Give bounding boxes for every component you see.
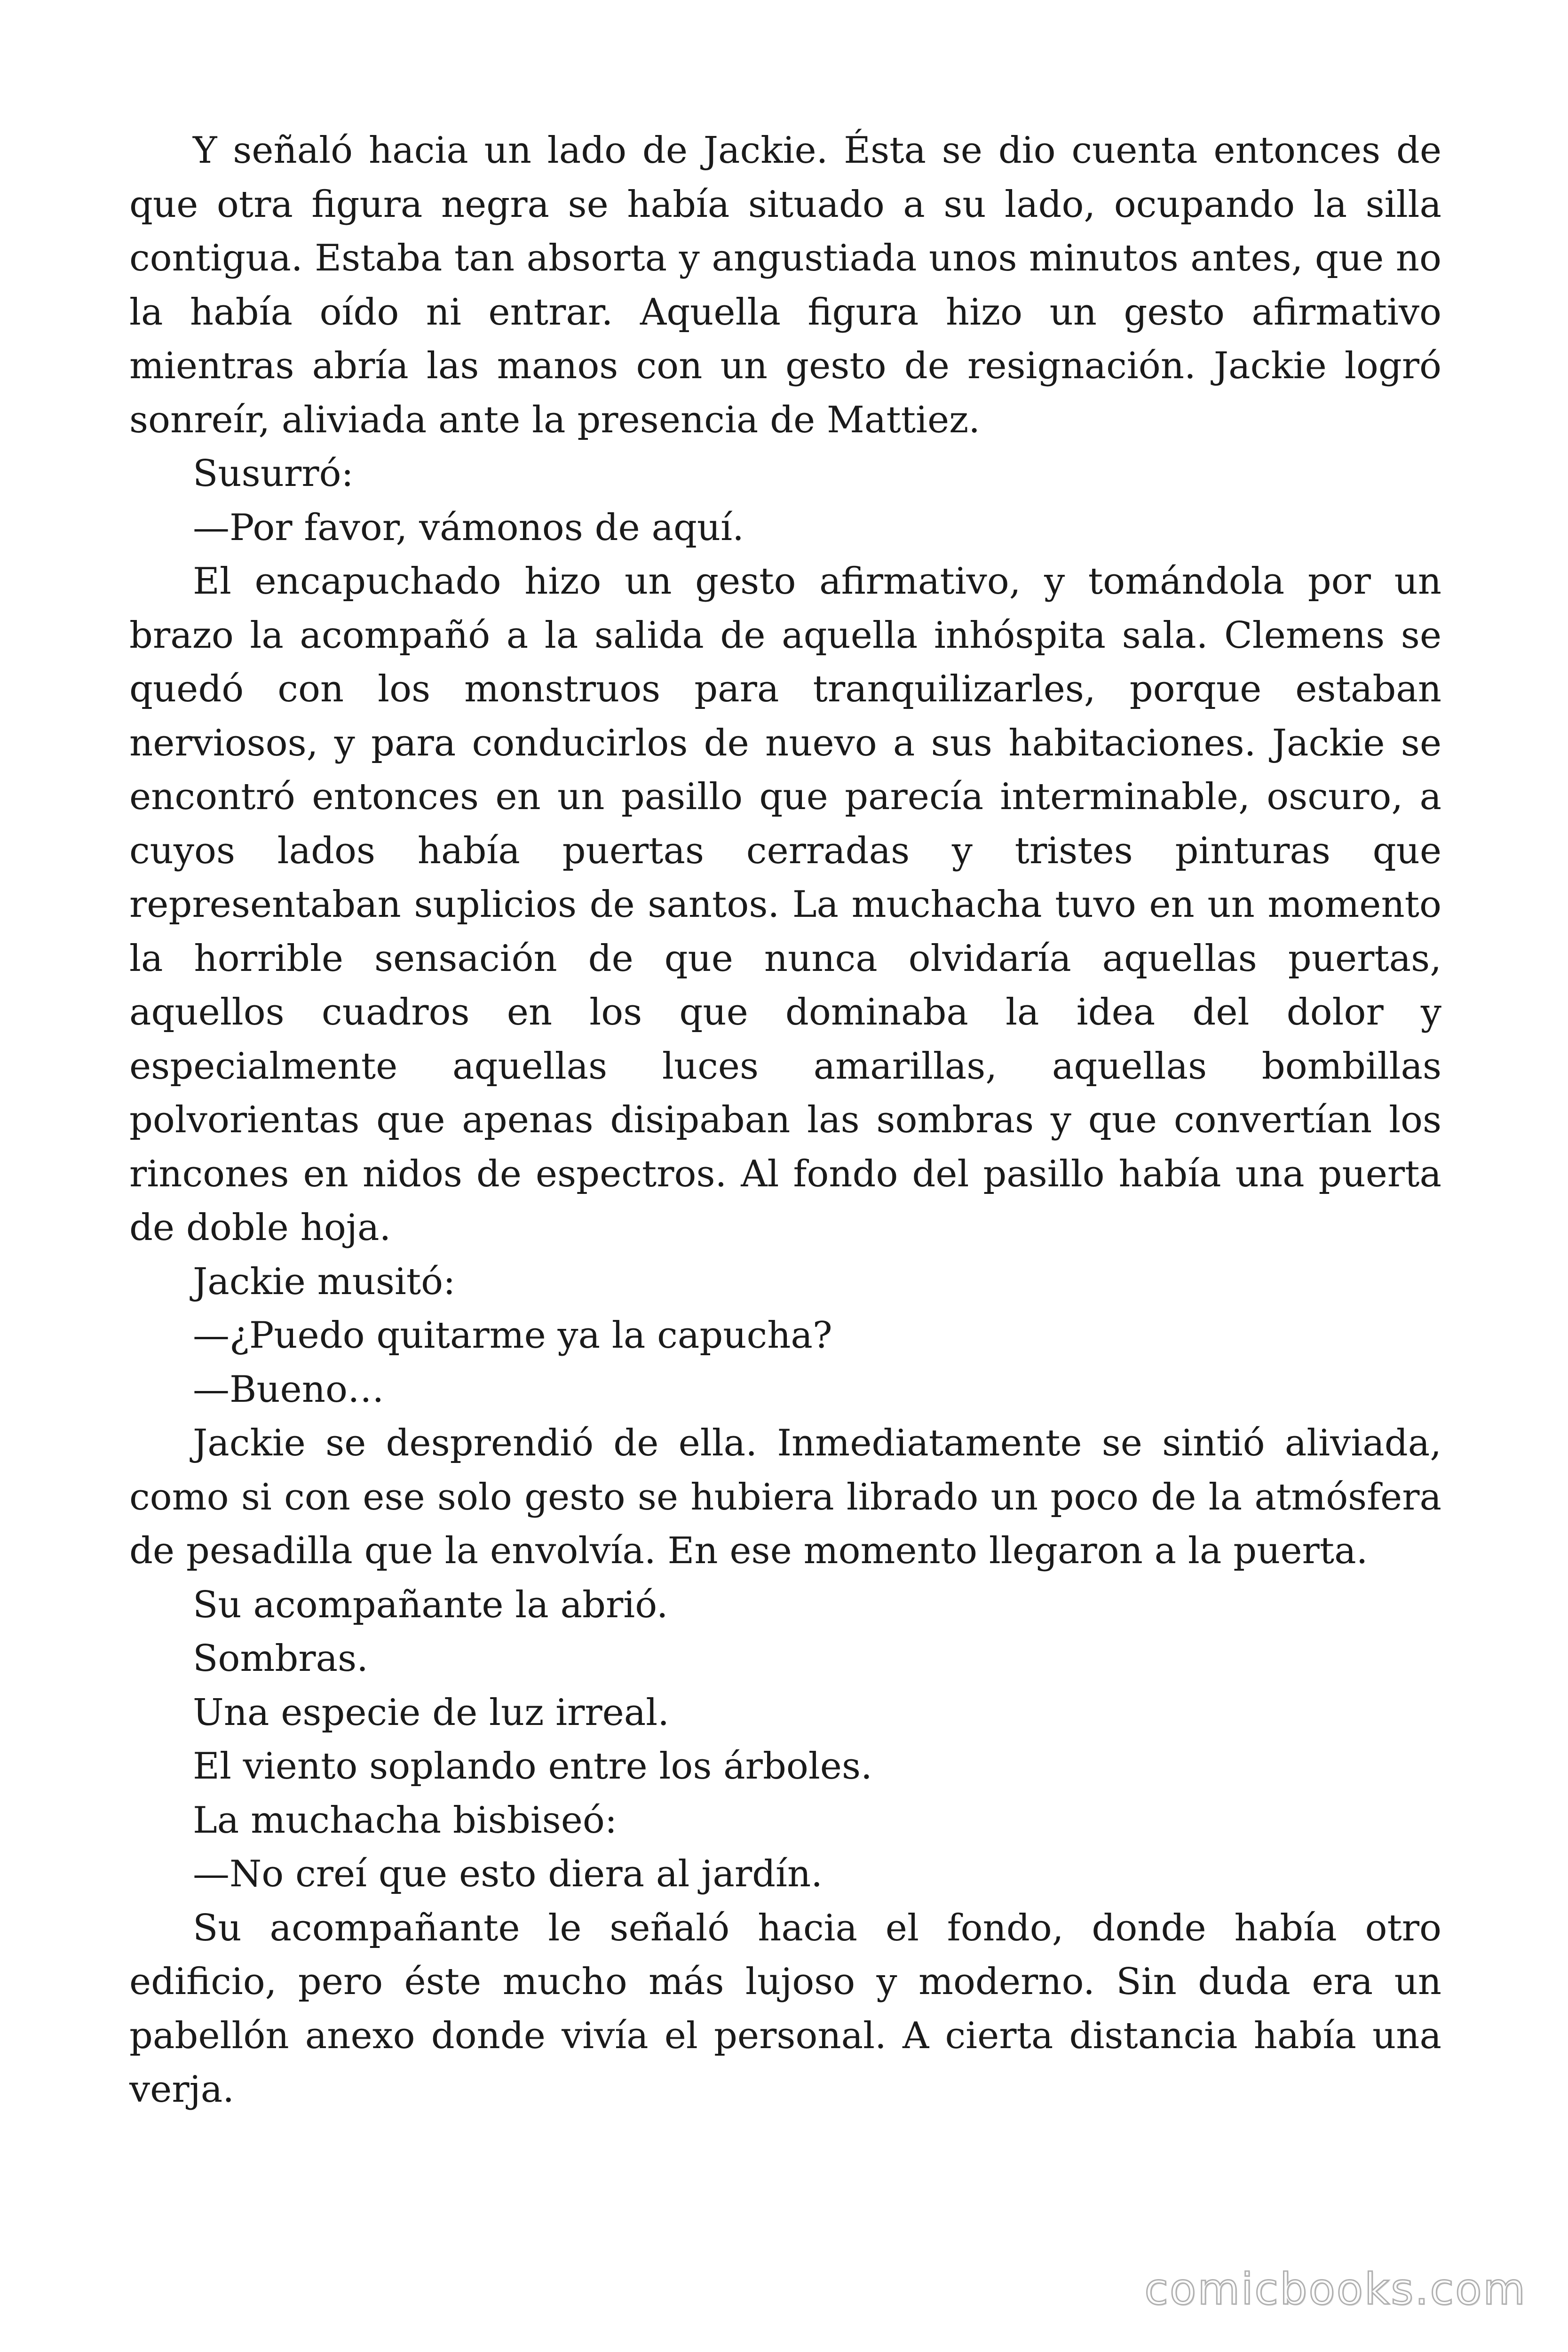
paragraph-10: Sombras. [193,1637,368,1680]
paragraph-6: —¿Puedo quitarme ya la capucha? [193,1314,832,1357]
watermark: comicbooks.com [1144,2264,1527,2314]
paragraph-8: Jackie se desprendió de ella. Inmediatamente se sintió aliviada, como si con ese solo gesto se hubiera librado un poco de la atmósfera de pesadilla que la envolvía. En ese momento llegaron a la puerta. [129,1422,1441,1572]
paragraph-7: —Bueno… [193,1368,384,1411]
paragraph-5: Jackie musitó: [193,1260,456,1303]
paragraph-1: Y señaló hacia un lado de Jackie. Ésta se dio cuenta entonces de que otra figura negra se había situado a su lado, ocupando la silla contigua. Estaba tan absorta y angustiada unos minutos antes, que no la había oído ni entrar. Aquella figura hizo un gesto afirmativo mientras abría las manos con un gesto de resignación. Jackie logró sonreír, aliviada ante la presencia de Mattiez. [129,129,1441,441]
paragraph-13: La muchacha bisbiseó: [193,1799,618,1842]
paragraph-12: El viento soplando entre los árboles. [193,1745,872,1788]
paragraph-15: Su acompañante le señaló hacia el fondo, donde había otro edificio, pero éste mucho más lujoso y moderno. Sin duda era un pabellón anexo donde vivía el personal. A cierta distancia había una verja. [129,1907,1441,2111]
paragraph-3: —Por favor, vámonos de aquí. [193,506,744,549]
paragraph-9: Su acompañante la abrió. [193,1583,668,1626]
body-text [129,124,1441,2117]
paragraph-4: El encapuchado hizo un gesto afirmativo, y tomándola por un brazo la acompañó a la salida de aquella inhóspita sala. Clemens se quedó con los monstruos para tranquilizarles, porque estaban nerviosos, y para conducirlos de nuevo a sus habitaciones. Jackie se encontró entonces en un pasillo que parecía interminable, oscuro, a cuyos lados había puertas cerradas y tristes pinturas que representaban suplicios de santos. La muchacha tuvo en un momento la horrible sensación de que nunca olvidaría aquellas puertas, aquellos cuadros en los que dominaba la idea del dolor y especialmente aquellas luces amarillas, aquellas bombillas polvorientas que apenas disipaban las sombras y que convertían los rincones en nidos de espectros. Al fondo del pasillo había una puerta de doble hoja. [129,560,1441,1249]
paragraph-14: —No creí que esto diera al jardín. [193,1853,823,1895]
paragraph-2: Susurró: [193,453,354,495]
paragraph-11: Una especie de luz irreal. [193,1691,670,1734]
